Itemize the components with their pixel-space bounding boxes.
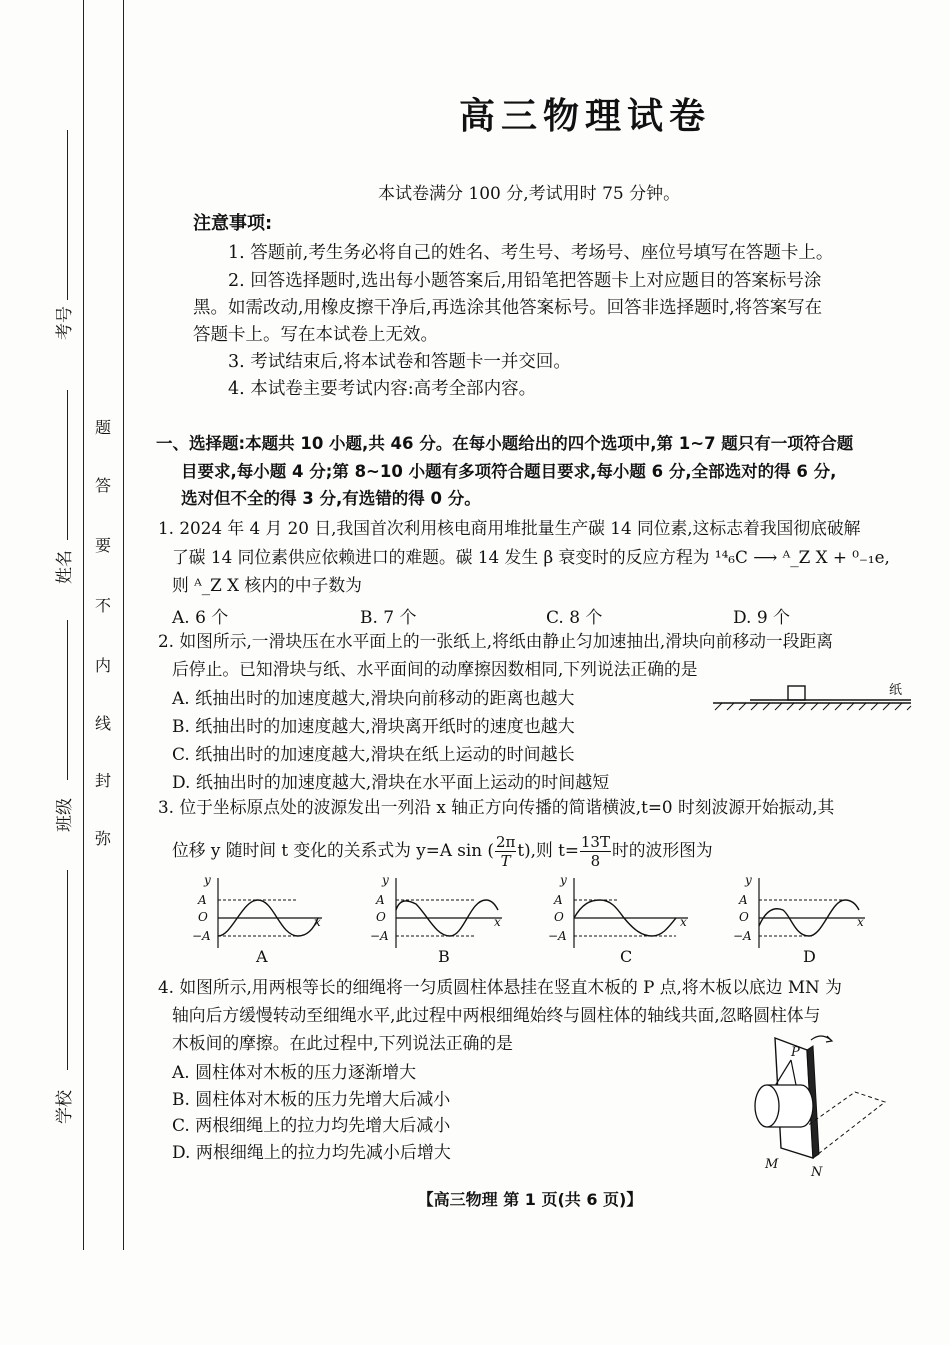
option-d: D. 纸抽出时的加速度越大,滑块在水平面上运动的时间越短 bbox=[172, 773, 610, 793]
seal-char: 内 bbox=[94, 656, 111, 675]
option-b: B. 纸抽出时的加速度越大,滑块离开纸时的速度也越大 bbox=[172, 717, 575, 737]
option-b: B. 7 个 bbox=[360, 608, 417, 628]
page-footer: 【高三物理 第 1 页(共 6 页)】 bbox=[417, 1190, 643, 1209]
exam-no-label: 考号 bbox=[55, 306, 75, 340]
neg-amp-label: −A bbox=[733, 929, 752, 943]
y-axis-label: y bbox=[382, 873, 389, 887]
fraction-2pi-T bbox=[495, 833, 516, 870]
point-n-label: N bbox=[811, 1165, 823, 1180]
origin-label: O bbox=[739, 910, 749, 924]
option-c: C. 两根细绳上的拉力均先增大后减小 bbox=[172, 1116, 451, 1136]
seal-char: 题 bbox=[94, 418, 111, 437]
neg-amp-label: −A bbox=[192, 929, 211, 943]
fraction-denominator: T bbox=[500, 852, 511, 870]
section-heading: 目要求,每小题 4 分;第 8~10 小题有多项符合题目要求,每小题 6 分,全部选对的得 6 分, bbox=[181, 462, 837, 481]
option-b: B. 圆柱体对木板的压力先增大后减小 bbox=[172, 1090, 451, 1110]
slider-paper-figure bbox=[705, 678, 915, 718]
name-blank bbox=[67, 390, 68, 540]
point-p-label: P bbox=[791, 1045, 800, 1060]
origin-label: O bbox=[376, 910, 386, 924]
seal-char: 线 bbox=[94, 714, 111, 733]
question-text: 则 ᴬ_Z X 核内的中子数为 bbox=[172, 575, 362, 595]
page-title: 高三物理试卷 bbox=[458, 96, 711, 137]
exam-subtitle: 本试卷满分 100 分,考试用时 75 分钟。 bbox=[378, 184, 681, 204]
fraction-13T-8 bbox=[580, 833, 611, 870]
neg-amp-label: −A bbox=[370, 929, 389, 943]
y-axis-label: y bbox=[560, 873, 567, 887]
graph-label: A bbox=[256, 947, 268, 966]
option-d: D. 9 个 bbox=[733, 608, 791, 628]
x-axis-label: x bbox=[857, 915, 864, 929]
question-text: 了碳 14 同位素供应依赖进口的难题。碳 14 发生 β 衰变时的反应方程为 ¹⁴₆C ⟶ ᴬ_Z X + ⁰₋₁e, bbox=[172, 547, 890, 567]
question-text: 4. 如图所示,用两根等长的细绳将一匀质圆柱体悬挂在竖直木板的 P 点,将木板以底边 MN 为 bbox=[158, 977, 842, 997]
notes-line: 1. 答题前,考生务必将自己的姓名、考生号、考场号、座位号填写在答题卡上。 bbox=[228, 243, 834, 263]
question-text: 3. 位于坐标原点处的波源发出一列沿 x 轴正方向传播的简谐横波,t=0 时刻波源开始振动,其 bbox=[158, 797, 835, 817]
slider-block bbox=[788, 686, 805, 700]
option-d: D. 两根细绳上的拉力均先减小后增大 bbox=[172, 1143, 451, 1163]
class-blank bbox=[67, 620, 68, 780]
school-label: 学校 bbox=[55, 1090, 75, 1124]
question-text: 1. 2024 年 4 月 20 日,我国首次利用核电商用堆批量生产碳 14 同位素,这标志着我国彻底破解 bbox=[158, 518, 861, 538]
seal-char: 封 bbox=[94, 771, 111, 790]
question-text: 后停止。已知滑块与纸、水平面间的动摩擦因数相同,下列说法正确的是 bbox=[172, 659, 698, 679]
origin-label: O bbox=[198, 910, 208, 924]
option-c: C. 8 个 bbox=[546, 608, 603, 628]
amp-label: A bbox=[198, 893, 207, 907]
graph-label: C bbox=[620, 947, 633, 966]
amp-label: A bbox=[739, 893, 748, 907]
fraction-numerator: 13T bbox=[580, 833, 610, 851]
q3-text-b: t),则 t= bbox=[517, 840, 579, 860]
x-axis-label: x bbox=[680, 915, 687, 929]
x-axis-label: x bbox=[314, 915, 321, 929]
option-c: C. 纸抽出时的加速度越大,滑块在纸上运动的时间越长 bbox=[172, 745, 575, 765]
y-axis-label: y bbox=[204, 873, 211, 887]
x-axis-label: x bbox=[494, 915, 501, 929]
fraction-denominator: 8 bbox=[590, 852, 601, 870]
point-m-label: M bbox=[765, 1157, 779, 1172]
question-text: 轴向后方缓慢转动至细绳水平,此过程中两根细绳始终与圆柱体的轴线共面,忽略圆柱体与 bbox=[172, 1005, 821, 1025]
section-heading: 选对但不全的得 3 分,有选错的得 0 分。 bbox=[181, 489, 481, 508]
q3-text-a: 位移 y 随时间 t 变化的关系式为 y=A sin ( bbox=[172, 840, 494, 860]
notes-heading: 注意事项: bbox=[193, 213, 273, 234]
graph-label: B bbox=[438, 947, 450, 966]
notes-line: 2. 回答选择题时,选出每小题答案后,用铅笔把答题卡上对应题目的答案标号涂 bbox=[228, 271, 822, 291]
paper-label: 纸 bbox=[889, 683, 903, 698]
cylinder-front bbox=[755, 1085, 779, 1127]
seal-char: 答 bbox=[94, 476, 111, 495]
option-a: A. 6 个 bbox=[172, 608, 229, 628]
class-label: 班级 bbox=[55, 798, 75, 832]
option-a: A. 圆柱体对木板的压力逐渐增大 bbox=[172, 1063, 417, 1083]
exam-no-blank bbox=[67, 130, 68, 300]
question-text: 2. 如图所示,一滑块压在水平面上的一张纸上,将纸由静止匀加速抽出,滑块向前移动一段距离 bbox=[158, 631, 834, 651]
origin-label: O bbox=[554, 910, 564, 924]
notes-line: 4. 本试卷主要考试内容:高考全部内容。 bbox=[228, 379, 537, 399]
q3-text-c: 时的波形图为 bbox=[611, 840, 713, 860]
notes-line: 黑。如需改动,用橡皮擦干净后,再选涂其他答案标号。回答非选择题时,将答案写在 bbox=[193, 298, 823, 318]
fraction-numerator: 2π bbox=[495, 833, 516, 851]
seal-char: 不 bbox=[94, 596, 111, 615]
margin-inner-line bbox=[123, 0, 124, 1250]
seal-char: 要 bbox=[94, 536, 111, 555]
name-label: 姓名 bbox=[55, 550, 75, 584]
seal-char: 弥 bbox=[94, 829, 111, 848]
cylinder-board-figure bbox=[745, 1030, 905, 1180]
amp-label: A bbox=[376, 893, 385, 907]
amp-label: A bbox=[554, 893, 563, 907]
section-heading: 一、选择题:本题共 10 小题,共 46 分。在每小题给出的四个选项中,第 1~7 题只有一项符合题 bbox=[156, 434, 854, 453]
question-text: 木板间的摩擦。在此过程中,下列说法正确的是 bbox=[172, 1033, 513, 1053]
question-text-line2 bbox=[172, 833, 713, 870]
y-axis-label: y bbox=[745, 873, 752, 887]
neg-amp-label: −A bbox=[548, 929, 567, 943]
notes-line: 答题卡上。写在本试卷上无效。 bbox=[193, 325, 438, 345]
margin-outer-line bbox=[83, 0, 84, 1250]
option-a: A. 纸抽出时的加速度越大,滑块向前移动的距离也越大 bbox=[172, 689, 575, 709]
graph-label: D bbox=[803, 947, 816, 966]
school-blank bbox=[67, 870, 68, 1070]
notes-line: 3. 考试结束后,将本试卷和答题卡一并交回。 bbox=[228, 352, 571, 372]
